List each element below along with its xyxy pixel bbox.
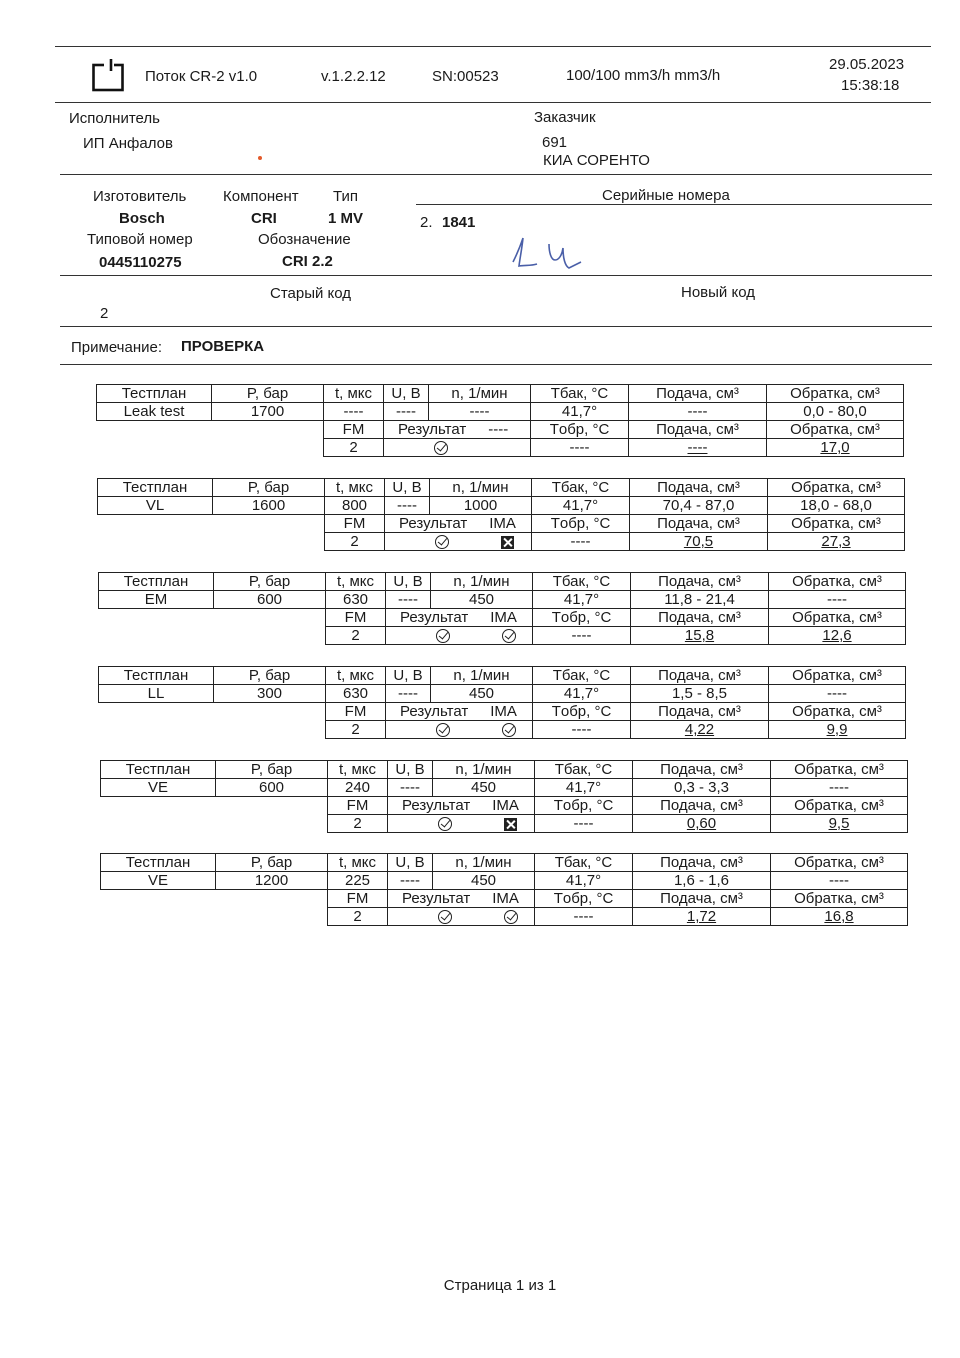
test-table	[96, 384, 904, 457]
tank-temp-value: 41,7°	[533, 591, 631, 609]
test-table	[97, 478, 905, 551]
return-header: Обратка, см³	[771, 761, 908, 779]
x-box-icon	[501, 536, 514, 549]
result-header: Результат IMA	[388, 890, 535, 908]
tank-temp-value: 41,7°	[533, 685, 631, 703]
supply-header: Подача, см³	[631, 667, 769, 685]
return-measured: 9,9	[769, 721, 906, 739]
result-header: Результат IMA	[386, 703, 533, 721]
speed-value: ----	[429, 403, 531, 421]
tobr-value: ----	[533, 721, 631, 739]
result-header-row	[98, 515, 905, 533]
speed-header: n, 1/мин	[429, 385, 531, 403]
supply-range: ----	[629, 403, 767, 421]
tank-temp-header: Tбак, °C	[531, 385, 629, 403]
tank-temp-value: 41,7°	[531, 403, 629, 421]
window-logo-icon	[92, 58, 124, 92]
voltage-value: ----	[388, 872, 433, 890]
customer-car: КИА СОРЕНТО	[543, 152, 650, 169]
testplan-header: Тестплан	[101, 761, 216, 779]
time-header: t, мкс	[326, 667, 386, 685]
pressure-header: P, бар	[212, 385, 324, 403]
header-row	[101, 854, 908, 872]
pressure-header: P, бар	[214, 667, 326, 685]
speed-value: 1000	[430, 497, 532, 515]
voltage-header: U, B	[384, 385, 429, 403]
voltage-header: U, B	[386, 667, 431, 685]
return-header: Обратка, см³	[768, 515, 905, 533]
pressure-value: 1600	[213, 497, 325, 515]
old-code-label: Старый код	[270, 285, 352, 302]
speed-header: n, 1/мин	[431, 573, 533, 591]
tobr-header: Tобр, °C	[533, 703, 631, 721]
time-value: 800	[325, 497, 385, 515]
return-measured: 16,8	[771, 908, 908, 926]
check-circle-icon	[436, 723, 450, 737]
voltage-value: ----	[388, 779, 433, 797]
type-label: Тип	[333, 188, 359, 205]
result-row	[98, 533, 905, 551]
supply-header: Подача, см³	[629, 385, 767, 403]
ima-header: IMA	[490, 703, 517, 720]
check-circle-icon	[438, 910, 452, 924]
voltage-value: ----	[385, 497, 430, 515]
parameter-row	[99, 591, 906, 609]
check-circle-icon	[504, 910, 518, 924]
ima-header: IMA	[490, 609, 517, 626]
header-row	[99, 573, 906, 591]
speed-header: n, 1/мин	[430, 479, 532, 497]
speed-header: n, 1/мин	[433, 761, 535, 779]
time-value: 225	[328, 872, 388, 890]
time-value: ----	[324, 403, 384, 421]
result-icons	[388, 908, 535, 926]
supply-range: 70,4 - 87,0	[630, 497, 768, 515]
supply-range: 0,3 - 3,3	[633, 779, 771, 797]
tobr-value: ----	[531, 439, 629, 457]
return-range: 0,0 - 80,0	[767, 403, 904, 421]
fm-header: FM	[324, 421, 384, 439]
voltage-header: U, B	[388, 761, 433, 779]
pressure-value: 1700	[212, 403, 324, 421]
tank-temp-header: Tбак, °C	[533, 573, 631, 591]
supply-range: 1,5 - 8,5	[631, 685, 769, 703]
speed-header: n, 1/мин	[431, 667, 533, 685]
time-value: 630	[326, 591, 386, 609]
fm-value: 2	[328, 908, 388, 926]
result-header-row	[97, 421, 904, 439]
tobr-value: ----	[533, 627, 631, 645]
return-range: 18,0 - 68,0	[768, 497, 905, 515]
return-header: Обратка, см³	[767, 385, 904, 403]
fm-header: FM	[326, 609, 386, 627]
manufacturer-label: Изготовитель	[93, 188, 187, 205]
program-name: Поток CR-2 v1.0	[145, 68, 258, 85]
supply-measured: ----	[629, 439, 767, 457]
result-header-row	[99, 703, 906, 721]
result-header: Результат ----	[384, 421, 531, 439]
supply-header: Подача, см³	[629, 421, 767, 439]
return-measured: 17,0	[767, 439, 904, 457]
check-circle-icon	[502, 629, 516, 643]
tank-temp-header: Tбак, °C	[533, 667, 631, 685]
return-range: ----	[769, 685, 906, 703]
header-row	[99, 667, 906, 685]
tobr-value: ----	[535, 815, 633, 833]
time-header: t, мкс	[324, 385, 384, 403]
handwritten-signature	[505, 230, 585, 275]
component-value: CRI	[251, 210, 277, 227]
check-circle-icon	[438, 817, 452, 831]
speed-value: 450	[433, 779, 535, 797]
return-header: Обратка, см³	[771, 854, 908, 872]
fm-value: 2	[326, 627, 386, 645]
time-value: 240	[328, 779, 388, 797]
customer-label: Заказчик	[534, 109, 596, 126]
fm-value: 2	[326, 721, 386, 739]
supply-range: 1,6 - 1,6	[633, 872, 771, 890]
fm-value: 2	[328, 815, 388, 833]
note-value: ПРОВЕРКА	[181, 338, 265, 355]
tank-temp-header: Tбак, °C	[532, 479, 630, 497]
tank-temp-value: 41,7°	[535, 872, 633, 890]
supply-header: Подача, см³	[630, 515, 768, 533]
result-row	[99, 721, 906, 739]
parameter-row	[101, 872, 908, 890]
top-rule	[55, 46, 931, 47]
speed-header: n, 1/мин	[433, 854, 535, 872]
pressure-value: 1200	[216, 872, 328, 890]
return-header: Обратка, см³	[767, 421, 904, 439]
supply-measured: 0,60	[633, 815, 771, 833]
result-header: Результат IMA	[388, 797, 535, 815]
parameter-row	[99, 685, 906, 703]
time-header: t, мкс	[328, 854, 388, 872]
tobr-header: Tобр, °C	[535, 890, 633, 908]
note-rule	[60, 364, 932, 365]
testplan-header: Тестплан	[99, 573, 214, 591]
result-icons	[388, 815, 535, 833]
return-measured: 12,6	[769, 627, 906, 645]
testplan-value: EM	[99, 591, 214, 609]
tobr-value: ----	[535, 908, 633, 926]
serial-index: 2.	[420, 214, 433, 231]
tobr-header: Tобр, °C	[532, 515, 630, 533]
pressure-value: 600	[216, 779, 328, 797]
header-rule	[55, 102, 931, 103]
time-header: t, мкс	[325, 479, 385, 497]
test-table	[98, 572, 906, 645]
supply-header: Подача, см³	[630, 479, 768, 497]
tobr-header: Tобр, °C	[531, 421, 629, 439]
result-row	[101, 815, 908, 833]
pressure-value: 600	[214, 591, 326, 609]
result-icons	[384, 439, 531, 457]
voltage-header: U, B	[388, 854, 433, 872]
device-serial: SN:00523	[432, 68, 499, 85]
result-icons	[385, 533, 532, 551]
check-circle-icon	[436, 629, 450, 643]
return-header: Обратка, см³	[769, 573, 906, 591]
return-header: Обратка, см³	[769, 703, 906, 721]
result-row	[97, 439, 904, 457]
parameter-row	[98, 497, 905, 515]
pressure-header: P, бар	[214, 573, 326, 591]
testplan-header: Тестплан	[97, 385, 212, 403]
stray-dot	[258, 156, 262, 160]
x-box-icon	[504, 818, 517, 831]
codes-rule	[60, 326, 932, 327]
result-header: Результат IMA	[386, 609, 533, 627]
check-circle-icon	[434, 441, 448, 455]
tobr-value: ----	[532, 533, 630, 551]
fm-value: 2	[325, 533, 385, 551]
supply-measured: 70,5	[630, 533, 768, 551]
tank-temp-value: 41,7°	[532, 497, 630, 515]
result-header: Результат IMA	[385, 515, 532, 533]
voltage-header: U, B	[386, 573, 431, 591]
time-header: t, мкс	[328, 761, 388, 779]
report-date: 29.05.2023	[829, 56, 905, 73]
pressure-header: P, бар	[216, 854, 328, 872]
supply-header: Подача, см³	[633, 797, 771, 815]
designation-label: Обозначение	[258, 231, 351, 248]
testplan-value: Leak test	[97, 403, 212, 421]
tobr-header: Tобр, °C	[535, 797, 633, 815]
program-version: v.1.2.2.12	[321, 68, 386, 85]
test-table	[98, 666, 906, 739]
supply-header: Подача, см³	[631, 609, 769, 627]
serials-label: Серийные номера	[602, 187, 730, 204]
fm-header: FM	[328, 797, 388, 815]
return-measured: 9,5	[771, 815, 908, 833]
testplan-header: Тестплан	[99, 667, 214, 685]
voltage-value: ----	[384, 403, 429, 421]
header-row	[98, 479, 905, 497]
speed-value: 450	[433, 872, 535, 890]
supply-header: Подача, см³	[633, 890, 771, 908]
customer-id: 691	[542, 134, 568, 151]
voltage-header: U, B	[385, 479, 430, 497]
supply-measured: 1,72	[633, 908, 771, 926]
result-header-row	[99, 609, 906, 627]
parameter-row	[101, 779, 908, 797]
part-number-value: 0445110275	[99, 254, 182, 271]
result-row	[99, 627, 906, 645]
return-header: Обратка, см³	[769, 667, 906, 685]
supply-range: 11,8 - 21,4	[631, 591, 769, 609]
return-header: Обратка, см³	[771, 797, 908, 815]
executor-label: Исполнитель	[69, 110, 160, 127]
result-header-row	[101, 890, 908, 908]
supply-header: Подача, см³	[633, 761, 771, 779]
speed-value: 450	[431, 685, 533, 703]
return-range: ----	[771, 779, 908, 797]
designation-value: CRI 2.2	[282, 253, 333, 270]
new-code-label: Новый код	[681, 284, 755, 301]
supply-header: Подача, см³	[633, 854, 771, 872]
flow-rate: 100/100 mm3/h mm3/h	[566, 67, 721, 84]
time-value: 630	[326, 685, 386, 703]
return-header: Обратка, см³	[769, 609, 906, 627]
header-row	[101, 761, 908, 779]
result-icons	[386, 721, 533, 739]
parties-rule	[60, 174, 932, 175]
result-row	[101, 908, 908, 926]
note-label: Примечание:	[71, 339, 162, 356]
voltage-value: ----	[386, 685, 431, 703]
check-circle-icon	[435, 535, 449, 549]
page-number: Страница 1 из 1	[443, 1277, 557, 1294]
return-measured: 27,3	[768, 533, 905, 551]
manufacturer-value: Bosch	[119, 210, 165, 227]
supply-header: Подача, см³	[631, 573, 769, 591]
supply-measured: 15,8	[631, 627, 769, 645]
result-icons	[386, 627, 533, 645]
report-time: 15:38:18	[841, 77, 900, 94]
check-circle-icon	[502, 723, 516, 737]
fm-header: FM	[325, 515, 385, 533]
ima-header: IMA	[492, 890, 519, 907]
testplan-header: Тестплан	[101, 854, 216, 872]
pressure-header: P, бар	[216, 761, 328, 779]
return-header: Обратка, см³	[768, 479, 905, 497]
speed-value: 450	[431, 591, 533, 609]
old-code-value: 2	[100, 305, 109, 322]
test-table	[100, 853, 908, 926]
tank-temp-value: 41,7°	[535, 779, 633, 797]
testplan-value: VE	[101, 872, 216, 890]
executor-value: ИП Анфалов	[83, 135, 173, 152]
fm-header: FM	[328, 890, 388, 908]
testplan-value: VL	[98, 497, 213, 515]
pressure-header: P, бар	[213, 479, 325, 497]
return-header: Обратка, см³	[771, 890, 908, 908]
fm-value: 2	[324, 439, 384, 457]
time-header: t, мкс	[326, 573, 386, 591]
header-row	[97, 385, 904, 403]
tobr-header: Tобр, °C	[533, 609, 631, 627]
tank-temp-header: Tбак, °C	[535, 854, 633, 872]
testplan-value: VE	[101, 779, 216, 797]
component-label: Компонент	[223, 188, 299, 205]
part-number-label: Типовой номер	[87, 231, 193, 248]
supply-header: Подача, см³	[631, 703, 769, 721]
fm-header: FM	[326, 703, 386, 721]
tank-temp-header: Tбак, °C	[535, 761, 633, 779]
ima-header: IMA	[492, 797, 519, 814]
pressure-value: 300	[214, 685, 326, 703]
return-range: ----	[771, 872, 908, 890]
return-range: ----	[769, 591, 906, 609]
serials-rule	[416, 204, 932, 205]
parameter-row	[97, 403, 904, 421]
ima-header: IMA	[489, 515, 516, 532]
ima-header: ----	[488, 421, 509, 438]
test-table	[100, 760, 908, 833]
result-header-row	[101, 797, 908, 815]
testplan-header: Тестплан	[98, 479, 213, 497]
voltage-value: ----	[386, 591, 431, 609]
component-rule	[60, 275, 932, 276]
serial-value: 1841	[442, 214, 476, 231]
supply-measured: 4,22	[631, 721, 769, 739]
testplan-value: LL	[99, 685, 214, 703]
type-value: 1 MV	[328, 210, 364, 227]
